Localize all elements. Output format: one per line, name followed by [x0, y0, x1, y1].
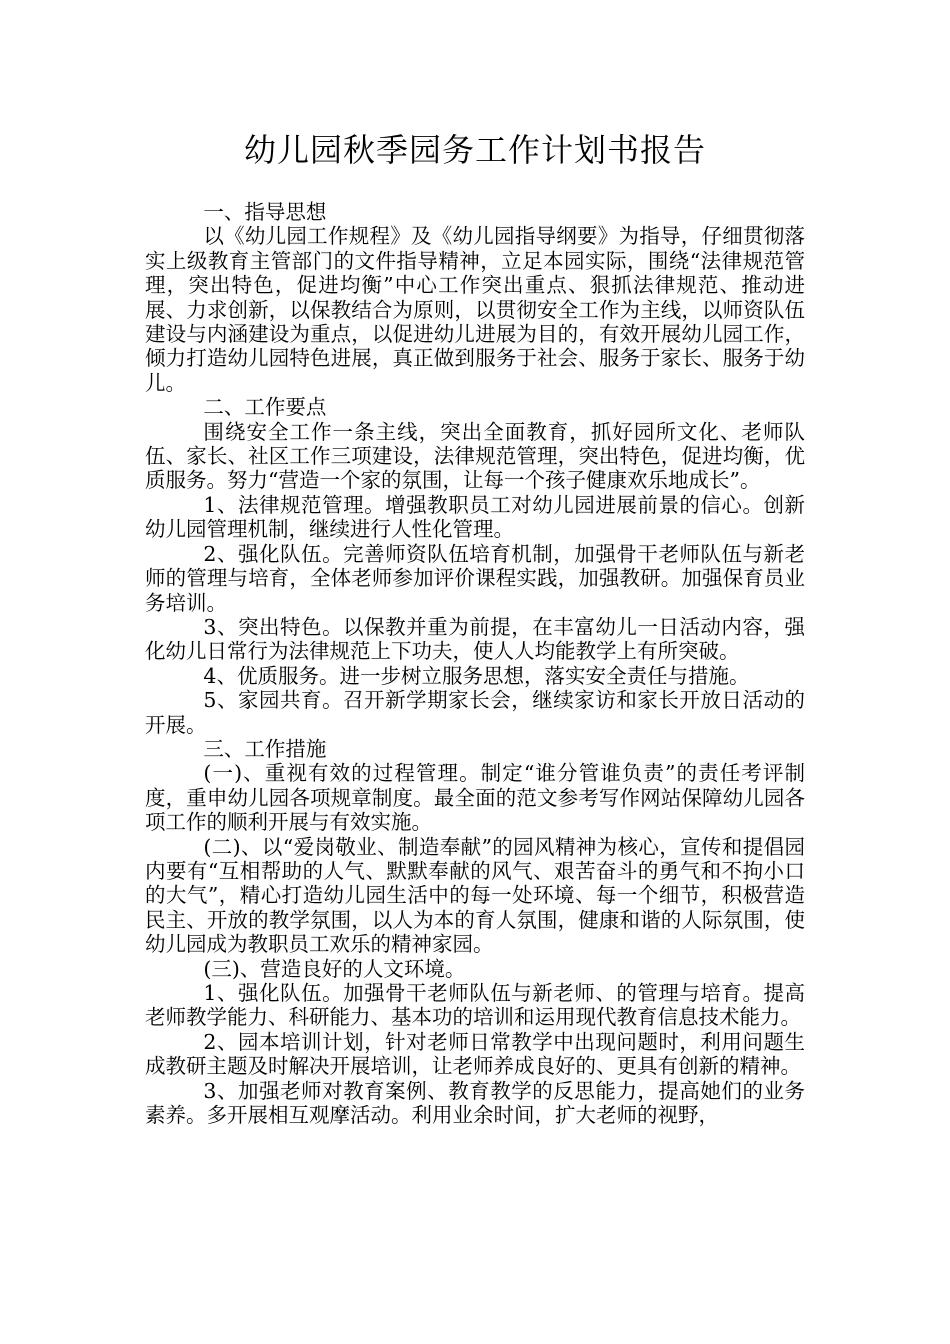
list-item: 2、强化队伍。完善师资队伍培育机制，加强骨干老师队伍与新老师的管理与培育，全体老师参加评价课程实践，加强教研。加强保育员业务培训。 [145, 541, 805, 615]
list-item: 3、加强老师对教育案例、教育教学的反思能力，提高她们的业务素养。多开展相互观摩活动。利用业余时间，扩大老师的视野， [145, 1078, 805, 1128]
list-item: 1、法律规范管理。增强教职员工对幼儿园进展前景的信心。创新幼儿园管理机制，继续进行人性化管理。 [145, 492, 805, 542]
section-heading: 二、工作要点 [203, 395, 327, 420]
section-heading: 一、指导思想 [203, 200, 327, 224]
list-item: 3、突出特色。以保教并重为前提，在丰富幼儿一日活动内容，强化幼儿日常行为法律规范上下功夫，使人人均能教学上有所突破。 [145, 614, 805, 664]
list-item: (一)、重视有效的过程管理。制定“谁分管谁负责”的责任考评制度，重申幼儿园各项规章制度。最全面的范文参考写作网站保障幼儿园各项工作的顺利开展与有效实施。 [145, 761, 805, 835]
paragraph: 围绕安全工作一条主线，突出全面教育，抓好园所文化、老师队伍、家长、社区工作三项建设，法律规范管理，突出特色，促进均衡，优质服务。努力“营造一个家的氛围，让每一个孩子健康欢乐地成长”。 [145, 419, 805, 493]
list-item: 4、优质服务。进一步树立服务思想，落实安全责任与措施。 [203, 663, 750, 688]
section-heading: 三、工作措施 [203, 736, 327, 761]
list-item: 5、家园共育。召开新学期家长会，继续家访和家长开放日活动的开展。 [145, 688, 805, 737]
document-body [145, 200, 805, 1127]
list-item: (二)、以“爱岗敬业、制造奉献”的园风精神为核心，宣传和提倡园内要有“互相帮助的人气、默默奉献的风气、艰苦奋斗的勇气和不拘小口的大气”，精心打造幼儿园生活中的每一处环境、每一个细节，积极营造民主、开放的教学氛围，以人为本的育人氛围，健康和谐的人际氛围，使幼儿园成为教职员工欢乐的精神家园。 [145, 834, 805, 957]
paragraph: 以《幼儿园工作规程》及《幼儿园指导纲要》为指导，仔细贯彻落实上级教育主管部门的文件指导精神，立足本园实际，围绕“法律规范管理，突出特色，促进均衡”中心工作突出重点、狠抓法律规范、推动进展、力求创新，以保教结合为原则，以贯彻安全工作为主线，以师资队伍建设与内涵建设为重点，以促进幼儿进展为目的，有效开展幼儿园工作，倾力打造幼儿园特色进展，真正做到服务于社会、服务于家长、服务于幼儿。 [145, 224, 805, 395]
list-item: (三)、营造良好的人文环境。 [203, 956, 466, 981]
list-item: 2、园本培训计划，针对老师日常教学中出现问题时，利用问题生成教研主题及时解决开展培训，让老师养成良好的、更具有创新的精神。 [145, 1029, 805, 1079]
document-title: 幼儿园秋季园务工作计划书报告 [243, 131, 706, 169]
list-item: 1、强化队伍。加强骨干老师队伍与新老师、的管理与培育。提高老师教学能力、科研能力、基本功的培训和运用现代教育信息技术能力。 [145, 981, 805, 1030]
